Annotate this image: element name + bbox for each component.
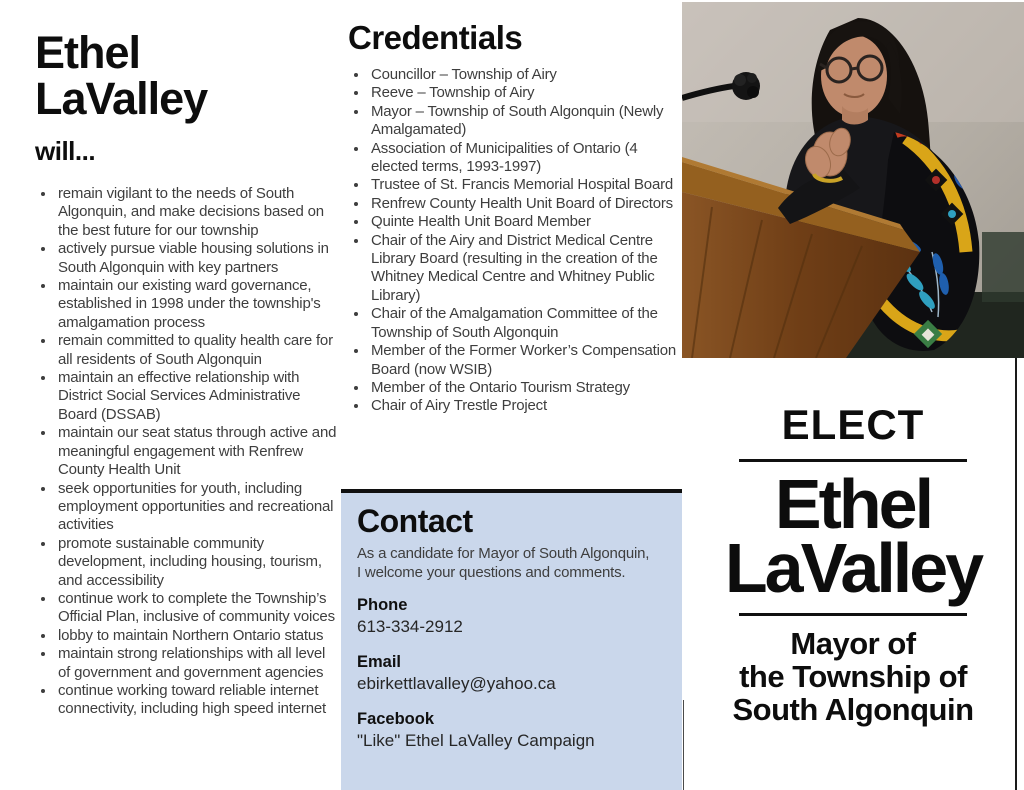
contact-field-email [357,652,666,696]
field-label: Email [357,653,402,671]
contact-field-facebook [357,709,666,753]
credential-item: • Trustee of St. Francis Memorial Hospital Board [369,176,681,194]
platform-item: • seek opportunities for youth, including employment opportunities and recreational activities [56,480,340,535]
field-value: 613-334-2912 [357,617,463,636]
platform-item: • remain committed to quality health care for all residents of South Algonquin [56,332,340,369]
credentials-section [348,20,680,416]
page-title-line2: LaValley [35,73,208,124]
platform-item: • promote sustainable community development, including housing, tourism, and accessibility [56,535,340,590]
candidate-name-line1: Ethel [774,465,932,543]
contact-field-phone [357,595,666,639]
contact-fields [357,595,666,753]
field-label: Facebook [357,710,435,728]
elect-heading: ELECT [781,401,925,448]
platform-item: • maintain an effective relationship with District Social Services Administrative Board (DSSAB) [56,369,340,424]
credential-item: • Chair of the Airy and District Medical Centre Library Board (resulting in the creation of the Whitney Medical Centre and Whitney Public Library) [369,232,681,306]
credential-item: • Member of the Ontario Tourism Strategy [369,379,681,397]
field-value: ebirkettlavalley@yahoo.ca [357,674,556,693]
divider-bottom [739,613,967,616]
page-subtitle: will... [35,136,96,166]
credential-item: • Chair of Airy Trestle Project [369,397,681,415]
credentials-title: Credentials [348,19,523,56]
platform-item: • continue work to complete the Township’s Official Plan, inclusive of community voices [56,590,340,627]
office-title [682,627,1024,726]
page-title-line1: Ethel [35,27,141,78]
panel-edge-line-left [683,700,684,790]
candidate-name-line2: LaValley [724,529,982,607]
platform-item: • maintain our seat status through active and meaningful engagement with Renfrew County Health Unit [56,424,340,479]
contact-section [341,493,682,790]
platform-item: • continue working toward reliable internet connectivity, including high speed internet [56,682,340,719]
credentials-list [348,66,681,416]
platform-item: • actively pursue viable housing solutions in South Algonquin with key partners [56,240,340,277]
credential-item: • Mayor – Township of South Algonquin (Newly Amalgamated) [369,103,681,140]
office-title-line: South Algonquin [732,692,974,727]
platform-item: • maintain strong relationships with all level of government and government agencies [56,645,340,682]
office-title-line: the Township of [739,659,967,694]
credential-item: • Member of the Former Worker’s Compensation Board (now WSIB) [369,342,681,379]
credential-item: • Renfrew County Health Unit Board of Directors [369,195,681,213]
office-title-line: Mayor of [790,626,916,661]
credential-item: • Chair of the Amalgamation Committee of the Township of South Algonquin [369,305,681,342]
divider-top [739,459,967,462]
credential-item: • Quinte Health Unit Board Member [369,213,681,231]
credential-item: • Reeve – Township of Airy [369,84,681,102]
candidate-photo-illustration [682,2,1024,358]
page-title [35,27,340,124]
platform-list [35,185,340,719]
platform-item: • remain vigilant to the needs of South Algonquin, and make decisions based on the best future for our township [56,185,340,240]
platform-item: • lobby to maintain Northern Ontario status [56,627,340,645]
elect-panel [682,358,1024,790]
panel-edge-line-right [1015,358,1017,790]
platform-item: • maintain our existing ward governance, established in 1998 under the township's amalgamation process [56,277,340,332]
candidate-photo [682,2,1024,358]
credential-item: • Councillor – Township of Airy [369,66,681,84]
candidate-name [682,465,1024,607]
contact-intro: As a candidate for Mayor of South Algonquin, I welcome your questions and comments. [357,545,650,581]
platform-column [35,27,340,719]
field-value: "Like" Ethel LaValley Campaign [357,731,595,750]
field-label: Phone [357,596,408,614]
credential-item: • Association of Municipalities of Ontario (4 elected terms, 1993-1997) [369,140,681,177]
contact-title: Contact [357,503,473,539]
